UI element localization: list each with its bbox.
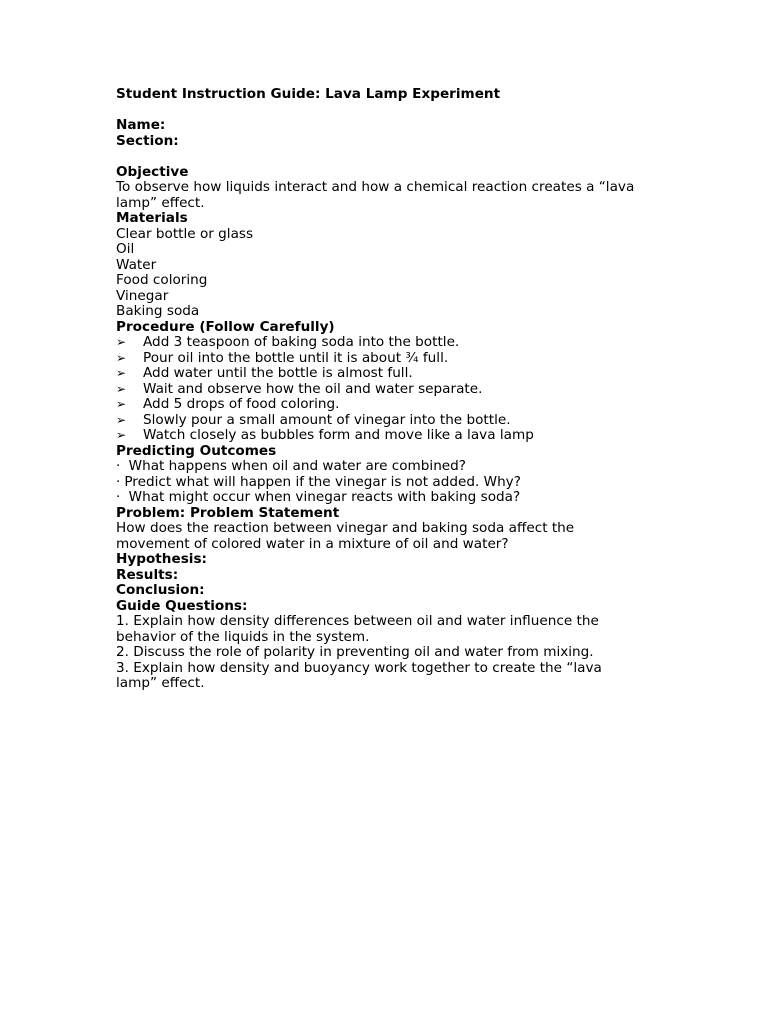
procedure-step-text: Add water until the bottle is almost full. xyxy=(143,365,413,381)
procedure-step xyxy=(116,366,646,382)
prediction-text: What happens when oil and water are combined? xyxy=(124,458,467,474)
arrow-bullet-icon: ➢ xyxy=(116,397,127,411)
document-title: Student Instruction Guide: Lava Lamp Experiment xyxy=(116,86,501,102)
procedure-step xyxy=(116,351,646,367)
arrow-bullet-icon: ➢ xyxy=(116,350,127,365)
procedure-heading: Procedure (Follow Carefully) xyxy=(116,318,335,335)
procedure-step xyxy=(116,382,646,398)
arrow-bullet-icon: ➢ xyxy=(116,335,127,349)
material-item: Water xyxy=(116,256,157,273)
prediction-item xyxy=(116,490,646,506)
problem-text: How does the reaction between vinegar and baking soda affect the movement of colored water in a mixture of oil and water? xyxy=(116,520,575,552)
material-item: Oil xyxy=(116,241,135,257)
arrow-bullet-icon: ➢ xyxy=(116,366,127,380)
materials-section xyxy=(116,211,646,320)
predicting-heading: Predicting Outcomes xyxy=(116,442,277,459)
prediction-text: Predict what will happen if the vinegar is not added. Why? xyxy=(124,473,521,490)
arrow-bullet-icon: ➢ xyxy=(116,428,127,442)
document-page xyxy=(116,87,646,692)
conclusion-label: Conclusion: xyxy=(116,582,205,598)
arrow-bullet-icon: ➢ xyxy=(116,412,127,427)
procedure-step xyxy=(116,428,646,444)
procedure-step-text: Wait and observe how the oil and water separate. xyxy=(143,380,483,397)
guide-question: 2. Discuss the role of polarity in preventing oil and water from mixing. xyxy=(116,644,594,660)
procedure-step-text: Pour oil into the bottle until it is about ¾ full. xyxy=(143,349,449,366)
objective-section xyxy=(116,165,646,212)
problem-section xyxy=(116,506,646,553)
prediction-item xyxy=(116,475,646,491)
procedure-step-text: Slowly pour a small amount of vinegar into the bottle. xyxy=(143,411,511,428)
guide-question: 3. Explain how density and buoyancy work together to create the “lava lamp” effect. xyxy=(116,659,602,691)
procedure-section xyxy=(116,320,646,444)
material-item: Food coloring xyxy=(116,272,208,288)
arrow-bullet-icon: ➢ xyxy=(116,381,127,396)
procedure-step-text: Add 5 drops of food coloring. xyxy=(143,396,340,412)
dot-bullet-icon: · xyxy=(116,473,121,490)
procedure-step-text: Add 3 teaspoon of baking soda into the bottle. xyxy=(143,334,460,350)
hypothesis-label: Hypothesis: xyxy=(116,551,207,567)
material-item: Clear bottle or glass xyxy=(116,225,254,242)
materials-heading: Materials xyxy=(116,210,188,226)
procedure-step-text: Watch closely as bubbles form and move like a lava lamp xyxy=(143,427,534,443)
spacer xyxy=(116,149,646,165)
procedure-step xyxy=(116,397,646,413)
guide-question: 1. Explain how density differences between oil and water influence the behavior of the liquids in the system. xyxy=(116,613,599,645)
prediction-item xyxy=(116,459,646,475)
procedure-step xyxy=(116,335,646,351)
material-item: Baking soda xyxy=(116,303,200,319)
dot-bullet-icon: · xyxy=(116,458,121,474)
objective-text: To observe how liquids interact and how a chemical reaction creates a “lava lamp” effect. xyxy=(116,179,635,211)
guide-questions-section xyxy=(116,599,646,692)
name-label: Name: xyxy=(116,117,166,133)
objective-heading: Objective xyxy=(116,163,189,180)
dot-bullet-icon: · xyxy=(116,489,121,505)
material-item: Vinegar xyxy=(116,287,169,304)
procedure-step xyxy=(116,413,646,429)
prediction-text: What might occur when vinegar reacts with baking soda? xyxy=(124,489,521,505)
predicting-section xyxy=(116,444,646,506)
results-label: Results: xyxy=(116,566,179,583)
section-label: Section: xyxy=(116,132,179,149)
problem-heading: Problem: Problem Statement xyxy=(116,504,340,521)
guide-questions-heading: Guide Questions: xyxy=(116,597,248,614)
